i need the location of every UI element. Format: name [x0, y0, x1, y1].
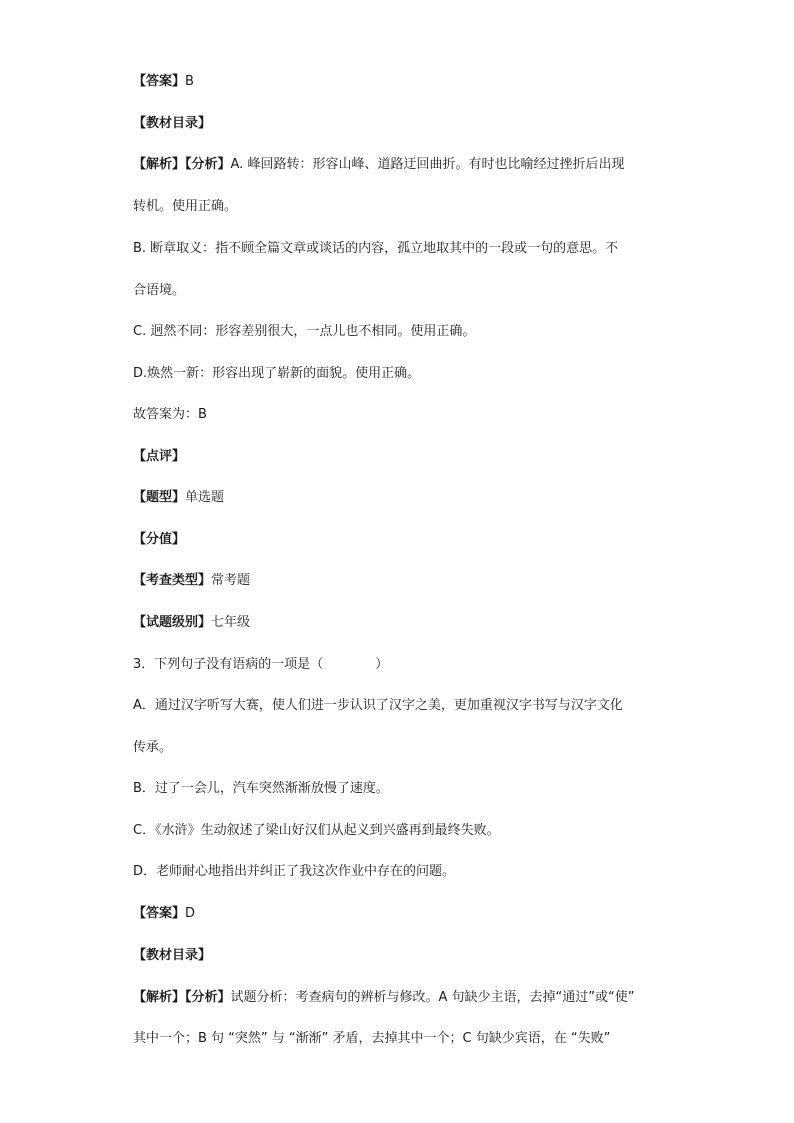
line-text: 七年级: [211, 615, 251, 630]
analysis-continuation-line: [133, 1030, 668, 1048]
textbook-catalog-line: [133, 947, 668, 965]
question-type-line: [133, 489, 668, 507]
line-text: 其中一个；B 句 “突然” 与 “渐渐” 矛盾，去掉其中一个；C 句缺少宾语，在 “失败”: [133, 1031, 611, 1046]
line-text: B: [185, 74, 194, 89]
line-text: C. 迥然不同：形容差别很大，一点儿也不相同。使用正确。: [133, 324, 476, 339]
line-text: 常考题: [211, 573, 251, 588]
score-line: [133, 531, 668, 549]
question-3-option-a-continuation: [133, 739, 668, 757]
line-text: D．老师耐心地指出并纠正了我这次作业中存在的问题。: [133, 864, 456, 879]
line-text: B. 断章取义：指不顾全篇文章或谈话的内容，孤立地取其中的一段或一句的意思。不: [133, 241, 619, 256]
question-3-option-b: [133, 780, 668, 798]
grade-level-line: [133, 614, 668, 632]
tag-label: 【答案】: [133, 906, 186, 921]
line-text: D: [185, 906, 196, 921]
tag-label: 【题型】: [133, 490, 186, 505]
tag-label: 【点评】: [133, 449, 186, 464]
tag-label: 【解析】【分析】: [133, 157, 231, 172]
comment-line: [133, 448, 668, 466]
tag-label: 【分值】: [133, 532, 186, 547]
question-3-stem: [133, 656, 668, 674]
question-3-option-d: [133, 863, 668, 881]
option-c-explanation-line: [133, 323, 668, 341]
line-text: A. 峰回路转：形容山峰、道路迂回曲折。有时也比喻经过挫折后出现: [230, 157, 625, 172]
line-text: 转机。使用正确。: [133, 199, 238, 214]
option-b-explanation-continuation: [133, 282, 668, 300]
line-text: 传承。: [133, 740, 173, 755]
question-3-option-a: [133, 697, 668, 715]
line-text: A．通过汉字听写大赛，使人们进一步认识了汉字之美，更加重视汉字书写与汉字文化: [133, 698, 623, 713]
analysis-continuation-line: [133, 198, 668, 216]
line-text: C．《水浒》生动叙述了梁山好汉们从起义到兴盛再到最终失败。: [133, 823, 500, 838]
tag-label: 【教材目录】: [133, 948, 212, 963]
line-text: 合语境。: [133, 283, 186, 298]
option-b-explanation-line: [133, 240, 668, 258]
line-text: 试题分析：考查病句的辨析与修改。A 句缺少主语，去掉“通过”或“使”: [230, 990, 635, 1005]
answer-line: [133, 73, 668, 91]
tag-label: 【考查类型】: [133, 573, 212, 588]
exam-type-line: [133, 572, 668, 590]
textbook-catalog-line: [133, 115, 668, 133]
conclusion-line: [133, 406, 668, 424]
tag-label: 【试题级别】: [133, 615, 212, 630]
analysis-line: [133, 156, 668, 174]
tag-label: 【解析】【分析】: [133, 990, 231, 1005]
analysis-line: [133, 989, 668, 1007]
line-text: B．过了一会儿，汽车突然渐渐放慢了速度。: [133, 781, 389, 796]
tag-label: 【答案】: [133, 74, 186, 89]
line-text: 故答案为：B: [133, 407, 207, 422]
tag-label: 【教材目录】: [133, 116, 212, 131]
line-text: D.焕然一新：形容出现了崭新的面貌。使用正确。: [133, 366, 421, 381]
line-text: 单选题: [185, 490, 225, 505]
question-3-option-c: [133, 822, 668, 840]
line-text: 3．下列句子没有语病的一项是（ ）: [133, 657, 389, 672]
option-d-explanation-line: [133, 365, 668, 383]
answer-line: [133, 905, 668, 923]
